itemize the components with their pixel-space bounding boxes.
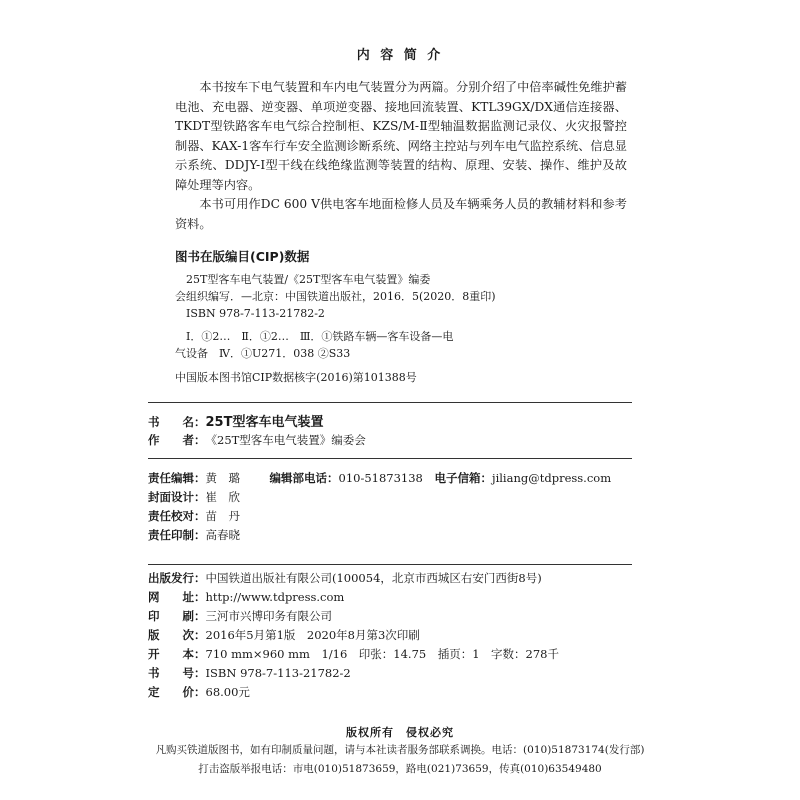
proofreader-row: [148, 508, 240, 524]
edition-row: [148, 627, 420, 643]
publisher-label: 出版发行：: [148, 571, 206, 585]
cip-line-4: Ⅰ．①2… Ⅱ．①2… Ⅲ．①铁路车辆—客车设备—电: [186, 330, 454, 343]
cover-design-label: 封面设计：: [148, 490, 206, 504]
cover-design-row: [148, 489, 240, 505]
page-title: 内 容 简 介: [356, 48, 444, 63]
isbn-value: ISBN 978-7-113-21782-2: [205, 666, 351, 680]
printer-label: 印 刷：: [148, 609, 206, 623]
author-row: [148, 432, 366, 448]
cover-design-value: 崔 欣: [205, 490, 240, 504]
author-label: 作 者：: [148, 433, 206, 447]
cip-line-2: 会组织编写．—北京：中国铁道出版社，2016．5(2020．8重印): [175, 290, 496, 303]
divider: [148, 458, 632, 459]
printer-value: 三河市兴博印务有限公司: [205, 609, 332, 623]
website-label: 网 址：: [148, 590, 206, 604]
format-row: [148, 646, 559, 662]
editor-label: 责任编辑：: [148, 471, 206, 485]
cip-block-2: [175, 328, 635, 362]
cip-block-3: [175, 369, 635, 386]
isbn-row: [148, 665, 351, 681]
cip-line-1: 25T型客车电气装置/《25T型客车电气装置》编委: [186, 273, 431, 286]
printer-row: [148, 608, 332, 624]
piracy-report: 打击盗版举报电话：市电(010)51873659，路电(021)73659，传真(010)63549480: [198, 763, 602, 775]
book-name-label: 书 名：: [148, 415, 206, 429]
quality-notice: 凡购买铁道版图书，如有印制质量问题，请与本社读者服务部联系调换。电话：(010)51873174(发行部): [155, 744, 645, 756]
format-value: 710 mm×960 mm 1/16 印张：14.75 插页：1 字数：278千: [205, 647, 559, 661]
cip-line-6: 中国版本图书馆CIP数据核字(2016)第101388号: [175, 371, 417, 384]
synopsis-paragraph-2: 本书可用作DC 600 V供电客车地面检修人员及车辆乘务人员的教辅材料和参考资料。: [175, 197, 627, 231]
print-manager-value: 高春晓: [205, 528, 240, 542]
phone-label: 编辑部电话：: [269, 471, 339, 485]
proofreader-value: 苗 丹: [205, 509, 240, 523]
phone-value: 010-51873138: [338, 471, 423, 485]
synopsis-paragraph-1: 本书按车下电气装置和车内电气装置分为两篇。分别介绍了中倍率碱性免维护蓄电池、充电器、逆变器、单项逆变器、接地回流装置、KTL39GX/DX通信连接器、TKDT型铁路客车电气综合控制柜、KZS/M-Ⅱ型轴温数据监测记录仪、火灾报警控制器、KAX-1客车行车安全监测诊断系统、网络主控站与列车电气监控系统、信息显示系统、DDJY-Ⅰ型干线在线绝缘监测等装置的结构、原理、安装、操作、维护及故障处理等内容。: [175, 80, 627, 192]
price-label: 定 价：: [148, 685, 206, 699]
cip-line-5: 气设备 Ⅳ．①U271．038 ②S33: [175, 347, 351, 360]
email-label: 电子信箱：: [434, 471, 492, 485]
price-row: [148, 684, 250, 700]
publisher-value: 中国铁道出版社有限公司(100054，北京市西城区右安门西街8号): [205, 571, 542, 585]
proofreader-label: 责任校对：: [148, 509, 206, 523]
editor-value: 黄 璐: [205, 471, 240, 485]
website-row: [148, 589, 344, 605]
book-name-value: 25T型客车电气装置: [205, 415, 324, 430]
editor-row: [148, 470, 611, 486]
divider: [148, 564, 632, 565]
print-manager-row: [148, 527, 240, 543]
cip-block-1: [175, 271, 635, 322]
divider: [148, 402, 632, 403]
format-label: 开 本：: [148, 647, 206, 661]
price-value: 68.00元: [205, 685, 250, 699]
isbn-label: 书 号：: [148, 666, 206, 680]
cip-line-3: ISBN 978-7-113-21782-2: [186, 307, 325, 320]
website-value: http://www.tdpress.com: [205, 590, 345, 604]
print-manager-label: 责任印制：: [148, 528, 206, 542]
author-value: 《25T型客车电气装置》编委会: [205, 433, 366, 447]
email-value: jiliang@tdpress.com: [492, 471, 612, 485]
cip-heading: 图书在版编目(CIP)数据: [175, 249, 310, 264]
rights-notice: 版权所有 侵权必究: [346, 726, 454, 739]
edition-value: 2016年5月第1版 2020年8月第3次印刷: [205, 628, 420, 642]
synopsis: [175, 78, 627, 234]
publisher-row: [148, 570, 542, 586]
book-name-row: [148, 411, 323, 430]
edition-label: 版 次：: [148, 628, 206, 642]
